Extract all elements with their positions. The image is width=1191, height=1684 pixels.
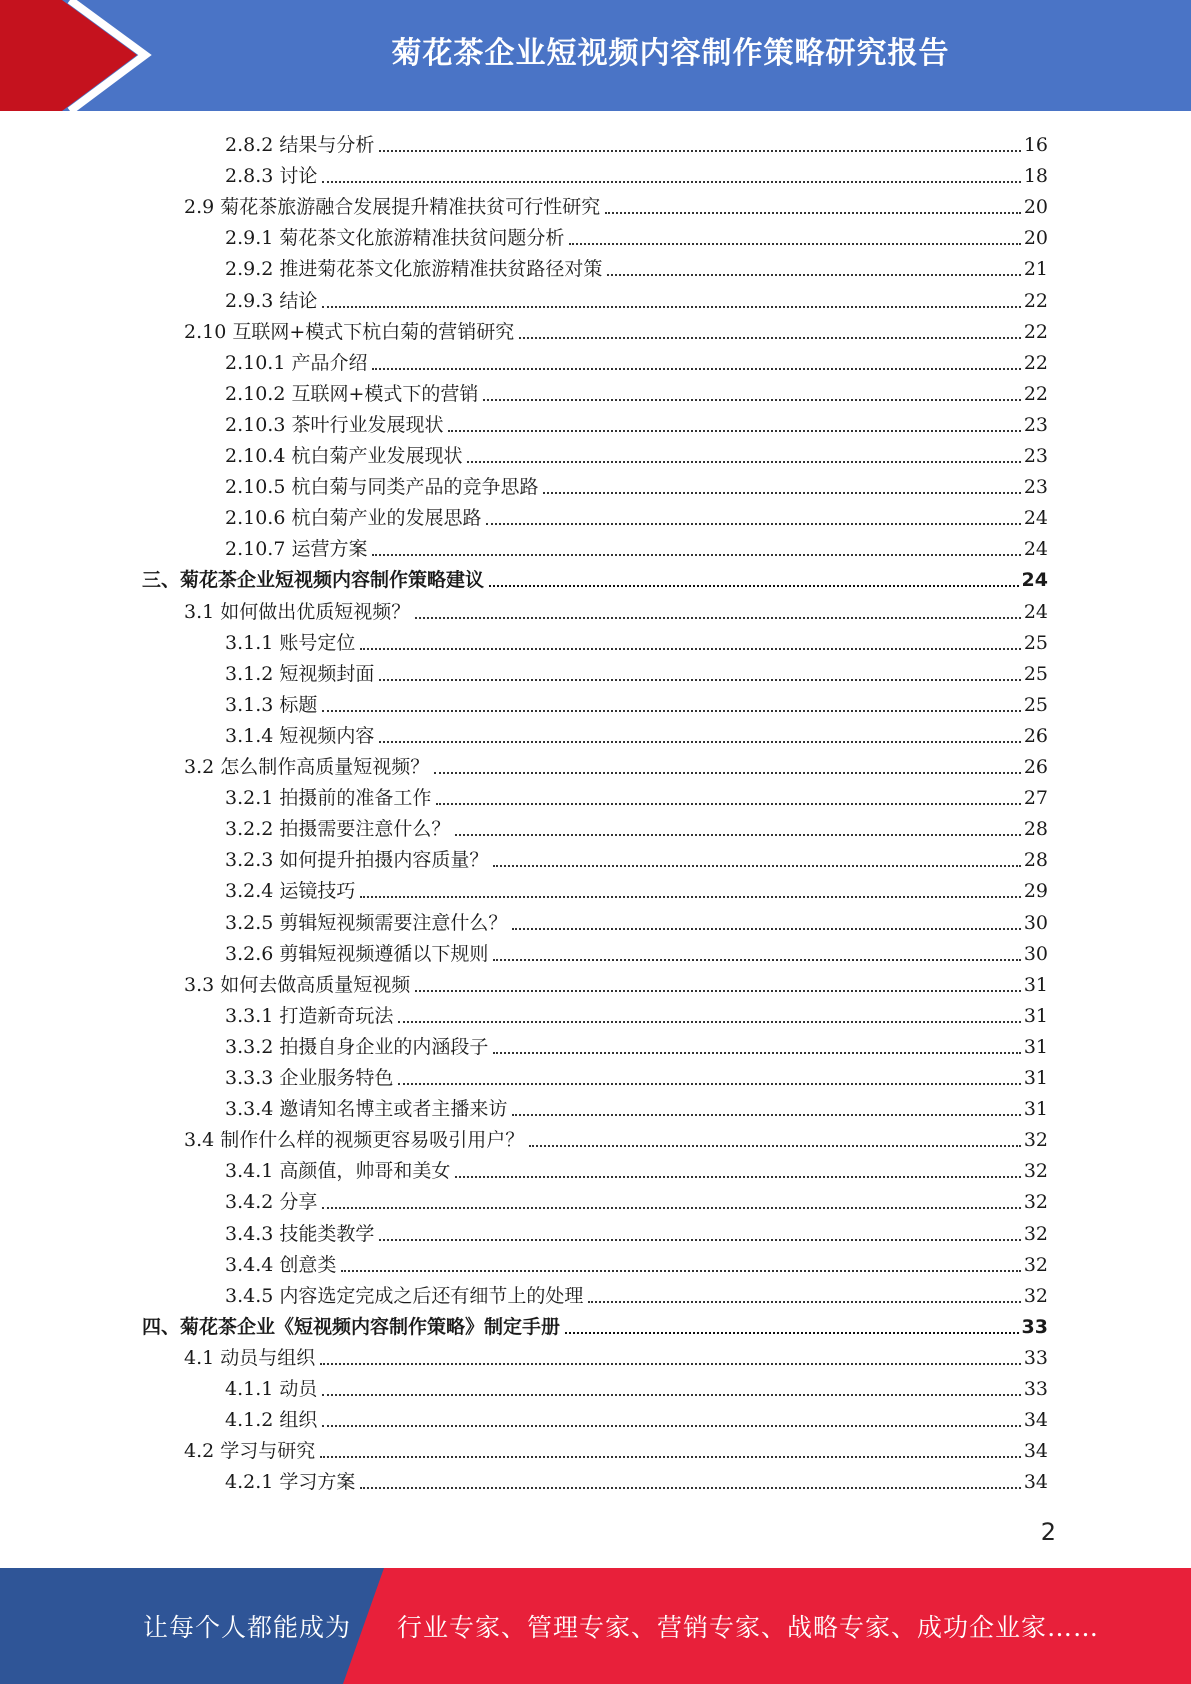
- toc-entry[interactable]: [225, 126, 1048, 157]
- toc-entry-page: 23: [1023, 413, 1048, 436]
- toc-entry-label: 2.10.1 产品介绍: [225, 351, 368, 374]
- toc-entry-label: 2.8.3 讨论: [225, 165, 318, 188]
- toc-entry[interactable]: [225, 219, 1048, 250]
- toc-entry-page: 32: [1023, 1129, 1048, 1152]
- toc-entry-label: 4.1.2 组织: [225, 1409, 318, 1432]
- toc-entry-label: 3.1 如何做出优质短视频？: [184, 600, 411, 623]
- toc-dot-leader: [372, 554, 1020, 556]
- toc-dot-leader: [322, 1394, 1020, 1396]
- toc-entry[interactable]: [225, 250, 1048, 281]
- toc-dot-leader: [455, 834, 1020, 836]
- toc-entry-label: 2.9.1 菊花茶文化旅游精准扶贫问题分析: [225, 227, 565, 250]
- toc-entry-page: 34: [1023, 1440, 1048, 1463]
- toc-entry[interactable]: [225, 1370, 1048, 1401]
- toc-entry-label: 2.10.2 互联网+模式下的营销: [225, 382, 479, 405]
- toc-entry[interactable]: [184, 966, 1048, 997]
- toc-entry-page: 24: [1021, 569, 1048, 592]
- toc-dot-leader: [322, 306, 1020, 308]
- toc-entry-label: 3.2.4 运镜技巧: [225, 880, 356, 903]
- toc-entry[interactable]: [225, 779, 1048, 810]
- toc-entry-label: 3.4 制作什么样的视频更容易吸引用户？: [184, 1129, 525, 1152]
- toc-entry-page: 25: [1023, 631, 1048, 654]
- toc-dot-leader: [379, 1239, 1020, 1241]
- toc-entry-page: 26: [1023, 724, 1048, 747]
- toc-entry[interactable]: [225, 1401, 1048, 1432]
- toc-dot-leader: [493, 865, 1020, 867]
- toc-entry-page: 28: [1023, 849, 1048, 872]
- toc-entry-label: 3.1.3 标题: [225, 693, 318, 716]
- toc-entry-label: 3.3.3 企业服务特色: [225, 1067, 394, 1089]
- toc-entry-label: 3.2.6 剪辑短视频遵循以下规则: [225, 942, 489, 965]
- toc-entry-page: 24: [1023, 507, 1048, 530]
- toc-entry-page: 26: [1023, 756, 1048, 778]
- toc-entry-page: 31: [1023, 1067, 1048, 1089]
- toc-dot-leader: [512, 1114, 1020, 1116]
- toc-dot-leader: [341, 1270, 1020, 1272]
- toc-entry-page: 31: [1023, 973, 1048, 996]
- toc-entry-label: 2.9.2 推进菊花茶文化旅游精准扶贫路径对策: [225, 258, 603, 281]
- toc-dot-leader: [486, 523, 1020, 525]
- toc-entry[interactable]: [225, 375, 1048, 406]
- toc-entry-page: 32: [1023, 1191, 1048, 1214]
- toc-entry-page: 29: [1023, 880, 1048, 903]
- toc-entry-label: 四、菊花茶企业《短视频内容制作策略》制定手册: [142, 1315, 561, 1338]
- toc-dot-leader: [467, 461, 1020, 463]
- toc-entry[interactable]: [184, 1339, 1048, 1370]
- toc-entry[interactable]: [142, 1308, 1048, 1339]
- toc-entry[interactable]: [225, 1463, 1048, 1494]
- toc-entry-page: 32: [1023, 1222, 1048, 1245]
- toc-entry-page: 30: [1023, 911, 1048, 934]
- toc-entry[interactable]: [225, 841, 1048, 872]
- toc-entry-label: 2.10.4 杭白菊产业发展现状: [225, 445, 463, 467]
- toc-entry-label: 4.2 学习与研究: [184, 1440, 316, 1463]
- toc-entry-page: 28: [1023, 818, 1048, 841]
- toc-dot-leader: [483, 399, 1020, 401]
- toc-dot-leader: [493, 959, 1020, 961]
- page-footer: [0, 1568, 1191, 1684]
- toc-dot-leader: [379, 679, 1020, 681]
- toc-entry[interactable]: [142, 561, 1048, 592]
- toc-entry-page: 24: [1023, 538, 1048, 561]
- toc-dot-leader: [512, 928, 1020, 930]
- toc-entry-page: 22: [1023, 351, 1048, 374]
- toc-entry-page: 24: [1023, 600, 1048, 623]
- toc-entry-label: 3.4.5 内容选定完成之后还有细节上的处理: [225, 1284, 584, 1307]
- toc-entry-page: 21: [1023, 258, 1048, 281]
- toc-entry-label: 3.2 怎么制作高质量短视频？: [184, 756, 430, 778]
- toc-entry[interactable]: [225, 1246, 1048, 1277]
- toc-entry-page: 23: [1023, 445, 1048, 467]
- toc-entry-page: 22: [1023, 320, 1048, 343]
- toc-entry-label: 3.2.5 剪辑短视频需要注意什么？: [225, 911, 508, 934]
- toc-entry[interactable]: [225, 997, 1048, 1028]
- toc-dot-leader: [588, 1301, 1020, 1303]
- toc-entry-page: 25: [1023, 693, 1048, 716]
- toc-entry-label: 2.10.3 茶叶行业发展现状: [225, 413, 444, 436]
- toc-entry[interactable]: [225, 872, 1048, 903]
- toc-entry[interactable]: [225, 1277, 1048, 1308]
- toc-entry-label: 3.1.2 短视频封面: [225, 662, 375, 685]
- toc-entry-label: 3.2.3 如何提升拍摄内容质量？: [225, 849, 489, 872]
- toc-entry-label: 3.1.1 账号定位: [225, 631, 356, 654]
- toc-entry[interactable]: [225, 406, 1048, 437]
- toc-dot-leader: [493, 1052, 1020, 1054]
- toc-entry-label: 4.1 动员与组织: [184, 1346, 316, 1369]
- toc-entry[interactable]: [225, 1059, 1048, 1090]
- toc-entry-page: 22: [1023, 289, 1048, 312]
- toc-entry[interactable]: [225, 282, 1048, 313]
- toc-entry[interactable]: [184, 313, 1048, 344]
- toc-entry-page: 16: [1023, 134, 1048, 156]
- toc-entry[interactable]: [225, 904, 1048, 935]
- toc-entry[interactable]: [225, 935, 1048, 966]
- toc-entry[interactable]: [225, 624, 1048, 655]
- toc-dot-leader: [529, 1145, 1021, 1147]
- toc-dot-leader: [379, 741, 1020, 743]
- toc-entry-page: 31: [1023, 1035, 1048, 1058]
- toc-entry[interactable]: [225, 1215, 1048, 1246]
- toc-dot-leader: [322, 1207, 1020, 1209]
- toc-entry-label: 2.8.2 结果与分析: [225, 134, 375, 156]
- toc-entry-label: 3.4.2 分享: [225, 1191, 318, 1214]
- footer-slogan-right: 行业专家、管理专家、营销专家、战略专家、成功企业家……: [397, 1613, 1100, 1642]
- toc-dot-leader: [320, 1363, 1021, 1365]
- toc-entry-label: 3.2.2 拍摄需要注意什么？: [225, 818, 451, 841]
- toc-entry-page: 30: [1023, 942, 1048, 965]
- toc-dot-leader: [415, 617, 1021, 619]
- toc-dot-leader: [415, 990, 1021, 992]
- toc-entry-page: 33: [1021, 1315, 1048, 1338]
- toc-entry-label: 4.2.1 学习方案: [225, 1471, 356, 1494]
- toc-entry[interactable]: [225, 499, 1048, 530]
- toc-entry-page: 27: [1023, 787, 1048, 810]
- toc-dot-leader: [565, 1332, 1019, 1334]
- toc-entry-label: 3.1.4 短视频内容: [225, 724, 375, 747]
- toc-entry-page: 20: [1023, 227, 1048, 250]
- toc-entry-page: 33: [1023, 1378, 1048, 1400]
- toc-dot-leader: [398, 1021, 1020, 1023]
- page-header: [0, 0, 1191, 111]
- toc-entry[interactable]: [225, 437, 1048, 468]
- toc-entry-page: 33: [1023, 1346, 1048, 1369]
- toc-entry-page: 20: [1023, 196, 1048, 219]
- toc-entry-page: 22: [1023, 382, 1048, 405]
- toc-entry-page: 31: [1023, 1004, 1048, 1027]
- toc-dot-leader: [322, 181, 1020, 183]
- toc-entry-label: 2.10 互联网+模式下杭白菊的营销研究: [184, 320, 515, 343]
- toc-entry-label: 3.2.1 拍摄前的准备工作: [225, 787, 432, 810]
- toc-entry[interactable]: [184, 748, 1048, 779]
- toc-dot-leader: [543, 492, 1020, 494]
- toc-entry-page: 32: [1023, 1284, 1048, 1307]
- toc-entry[interactable]: [225, 655, 1048, 686]
- toc-entry[interactable]: [225, 717, 1048, 748]
- page-number: 2: [1040, 1518, 1056, 1546]
- toc-dot-leader: [379, 150, 1020, 152]
- red-chevron-icon: [0, 0, 160, 111]
- toc-entry[interactable]: [225, 344, 1048, 375]
- toc-entry-page: 34: [1023, 1471, 1048, 1494]
- toc-dot-leader: [360, 648, 1020, 650]
- toc-dot-leader: [569, 243, 1020, 245]
- toc-entry[interactable]: [225, 1090, 1048, 1121]
- toc-dot-leader: [322, 1425, 1020, 1427]
- toc-entry[interactable]: [225, 1028, 1048, 1059]
- toc-entry-label: 2.10.7 运营方案: [225, 538, 368, 561]
- toc-entry[interactable]: [225, 686, 1048, 717]
- toc-dot-leader: [448, 430, 1020, 432]
- toc-dot-leader: [320, 1456, 1021, 1458]
- toc-entry-page: 23: [1023, 476, 1048, 499]
- toc-entry-label: 3.3.2 拍摄自身企业的内涵段子: [225, 1035, 489, 1058]
- toc-entry-label: 4.1.1 动员: [225, 1378, 318, 1400]
- toc-entry-page: 34: [1023, 1409, 1048, 1432]
- toc-entry[interactable]: [225, 810, 1048, 841]
- toc-entry[interactable]: [184, 188, 1048, 219]
- toc-entry-label: 3.4.1 高颜值，帅哥和美女: [225, 1160, 451, 1183]
- toc-entry-label: 2.9 菊花茶旅游融合发展提升精准扶贫可行性研究: [184, 196, 601, 219]
- toc-dot-leader: [605, 212, 1021, 214]
- toc-entry[interactable]: [184, 593, 1048, 624]
- toc-entry-label: 3.3.1 打造新奇玩法: [225, 1004, 394, 1027]
- toc-dot-leader: [398, 1083, 1020, 1085]
- toc-dot-leader: [360, 896, 1020, 898]
- toc-dot-leader: [434, 772, 1021, 774]
- toc-dot-leader: [360, 1487, 1020, 1489]
- toc-entry-label: 3.3.4 邀请知名博主或者主播来访: [225, 1098, 508, 1121]
- toc-dot-leader: [489, 585, 1019, 587]
- toc-entry-label: 2.10.6 杭白菊产业的发展思路: [225, 507, 482, 530]
- toc-entry-page: 25: [1023, 662, 1048, 685]
- toc-entry[interactable]: [225, 530, 1048, 561]
- toc-entry[interactable]: [225, 157, 1048, 188]
- toc-dot-leader: [322, 710, 1020, 712]
- toc-entry-label: 2.10.5 杭白菊与同类产品的竞争思路: [225, 476, 539, 499]
- toc-entry-page: 32: [1023, 1160, 1048, 1183]
- toc-dot-leader: [455, 1176, 1020, 1178]
- toc-entry-label: 三、菊花茶企业短视频内容制作策略建议: [142, 569, 485, 592]
- toc-dot-leader: [519, 337, 1021, 339]
- toc-entry[interactable]: [225, 1152, 1048, 1183]
- footer-slogan-left: 让每个人都能成为: [143, 1613, 352, 1642]
- toc-entry-label: 3.4.3 技能类教学: [225, 1222, 375, 1245]
- toc-entry[interactable]: [225, 468, 1048, 499]
- toc-dot-leader: [436, 803, 1020, 805]
- toc-entry-page: 18: [1023, 165, 1048, 188]
- toc-entry-page: 31: [1023, 1098, 1048, 1121]
- toc-entry-label: 3.4.4 创意类: [225, 1253, 337, 1276]
- toc-dot-leader: [372, 368, 1020, 370]
- toc-entry[interactable]: [184, 1121, 1048, 1152]
- toc-entry-label: 3.3 如何去做高质量短视频: [184, 973, 411, 996]
- toc-entry-page: 32: [1023, 1253, 1048, 1276]
- toc-entry-label: 2.9.3 结论: [225, 289, 318, 312]
- document-title: 菊花茶企业短视频内容制作策略研究报告: [391, 36, 950, 71]
- toc-entry[interactable]: [225, 1183, 1048, 1214]
- toc-dot-leader: [607, 274, 1020, 276]
- toc-entry[interactable]: [184, 1432, 1048, 1463]
